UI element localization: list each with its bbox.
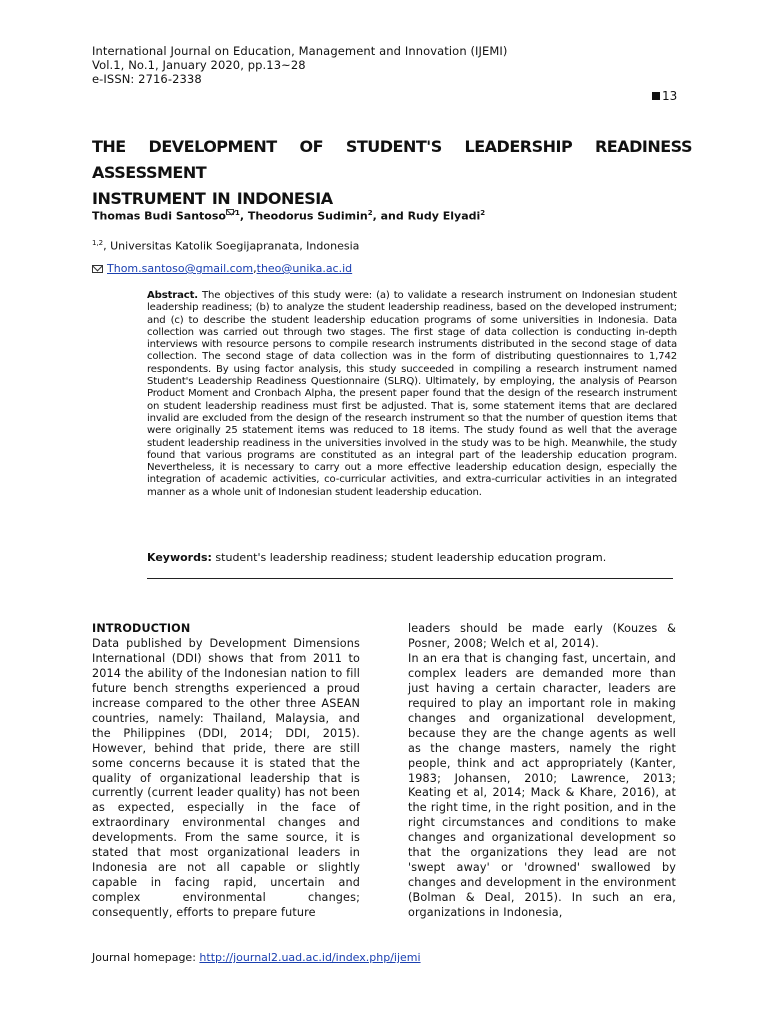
- issn: e-ISSN: 2716-2338: [92, 72, 202, 86]
- page-number: 13: [662, 89, 678, 103]
- author-3-affil: 2: [480, 209, 486, 217]
- keywords: [147, 551, 677, 564]
- author-list: [92, 209, 485, 223]
- homepage-label: Journal homepage:: [92, 951, 200, 964]
- author-1: Thomas Budi Santoso: [92, 209, 226, 223]
- column-right: [408, 622, 676, 921]
- affiliation: [92, 239, 359, 253]
- email-link-1[interactable]: Thom.santoso@gmail.com: [107, 262, 254, 275]
- author-2-affil: 2: [367, 209, 373, 217]
- volume-info: Vol.1, No.1, January 2020, pp.13~28: [92, 58, 306, 72]
- abstract: [147, 290, 677, 499]
- title-line-1: THE DEVELOPMENT OF STUDENT'S LEADERSHIP READINESS ASSESSMENT: [92, 137, 692, 182]
- keywords-text: student's leadership readiness; student leadership education program.: [211, 551, 607, 564]
- author-2: Theodorus Sudimin: [247, 209, 368, 223]
- email-link-2[interactable]: theo@unika.ac.id: [256, 262, 353, 275]
- author-separator: ,: [239, 209, 248, 223]
- abstract-label: Abstract.: [147, 290, 198, 301]
- affiliation-text: , Universitas Katolik Soegijapranata, Indonesia: [103, 239, 360, 253]
- section-heading-introduction: INTRODUCTION: [92, 622, 191, 635]
- email-line: [92, 262, 352, 275]
- corresponding-mark: [226, 209, 240, 217]
- paragraph: In an era that is changing fast, uncertain, and complex leaders are demanded more than just having a certain character, leaders are required to play an important role in making changes and organizational development, because they are the change agents as well as the change masters, namely the right people, think and act appropriately (Kanter, 1983; Johansen, 2010; Lawrence, 2013; Keating et al, 2014; Mack & Khare, 2016), at the right time, in the right position, and in the right circumstances and conditions to make changes and organizational development so that the organizations they lead are not 'swept away' or 'drowned' swallowed by changes and development in the environment (Bolman & Deal, 2015). In such an era, organizations in Indonesia,: [408, 651, 676, 920]
- author-3: Rudy Elyadi: [407, 209, 481, 223]
- author-1-affil: 1: [234, 209, 240, 217]
- paper-title: [92, 134, 692, 212]
- journal-homepage: [92, 951, 421, 964]
- divider: [147, 578, 673, 579]
- author-separator: , and: [372, 209, 408, 223]
- page-number-block: [652, 89, 677, 103]
- email-separator: ,: [253, 262, 257, 275]
- journal-name: International Journal on Education, Management and Innovation (IJEMI): [92, 44, 508, 58]
- paragraph: Data published by Development Dimensions International (DDI) shows that from 2011 to 2014 the ability of the Indonesian nation to fill future bench strengths experienced a proud increase compared to the other three ASEAN countries, namely: Thailand, Malaysia, and the Philippines (DDI, 2014; DDI, 2015). However, behind that pride, there are still some concerns because it is stated that the quality of organizational leadership that is currently (current leader quality) has not been as expected, especially in the face of extraordinary environmental changes and developments. From the same source, it is stated that most organizational leaders in Indonesia are not all capable or slightly capable in facing rapid, uncertain and complex environmental changes; consequently, efforts to prepare future: [92, 636, 360, 920]
- abstract-text: The objectives of this study were: (a) to validate a research instrument on Indonesian student leadership readiness; (b) to analyze the student leadership readiness, based on the developed instrument; and (c) to describe the student leadership education programs of some universities in Indonesia. Data collection was carried out through two stages. The first stage of data collection is conducting in-depth interviews with resource persons to compile research instruments distributed in the second stage of data collection. The second stage of data collection was in the form of distributing questionnaires to 1,742 respondents. By using factor analysis, this study succeeded in compiling a research instrument named Student's Leadership Readiness Questionnaire (SLRQ). Ultimately, by employing, the analysis of Pearson Product Moment and Cronbach Alpha, the present paper found that the design of the research instrument on student leadership readiness must first be adjusted. That is, some statement items that are declared invalid are excluded from the design of the research instrument so that the number of question items that were originally 25 statement items was reduced to 18 items. The study found as well that the average student leadership readiness in the universities involved in the study was to be high. Meanwhile, the study found that various programs are constituted as an integral part of the leadership education program. Nevertheless, it is necessary to carry out a more effective leadership education design, especially the integration of academic activities, co-curricular activities, and extra-curricular activities in an integrated manner as a whole unit of Indonesian student leadership education.: [147, 290, 677, 498]
- title-line-2: INSTRUMENT IN INDONESIA: [92, 189, 333, 208]
- envelope-icon: [92, 265, 103, 273]
- paragraph: leaders should be made early (Kouzes & Posner, 2008; Welch et al, 2014).: [408, 622, 676, 650]
- homepage-link[interactable]: http://journal2.uad.ac.id/index.php/ijemi: [199, 951, 421, 964]
- column-left: [92, 622, 360, 921]
- square-icon: [652, 92, 660, 100]
- affiliation-marks: 1,2: [92, 239, 104, 247]
- envelope-icon: [226, 209, 234, 215]
- keywords-label: Keywords:: [147, 551, 212, 564]
